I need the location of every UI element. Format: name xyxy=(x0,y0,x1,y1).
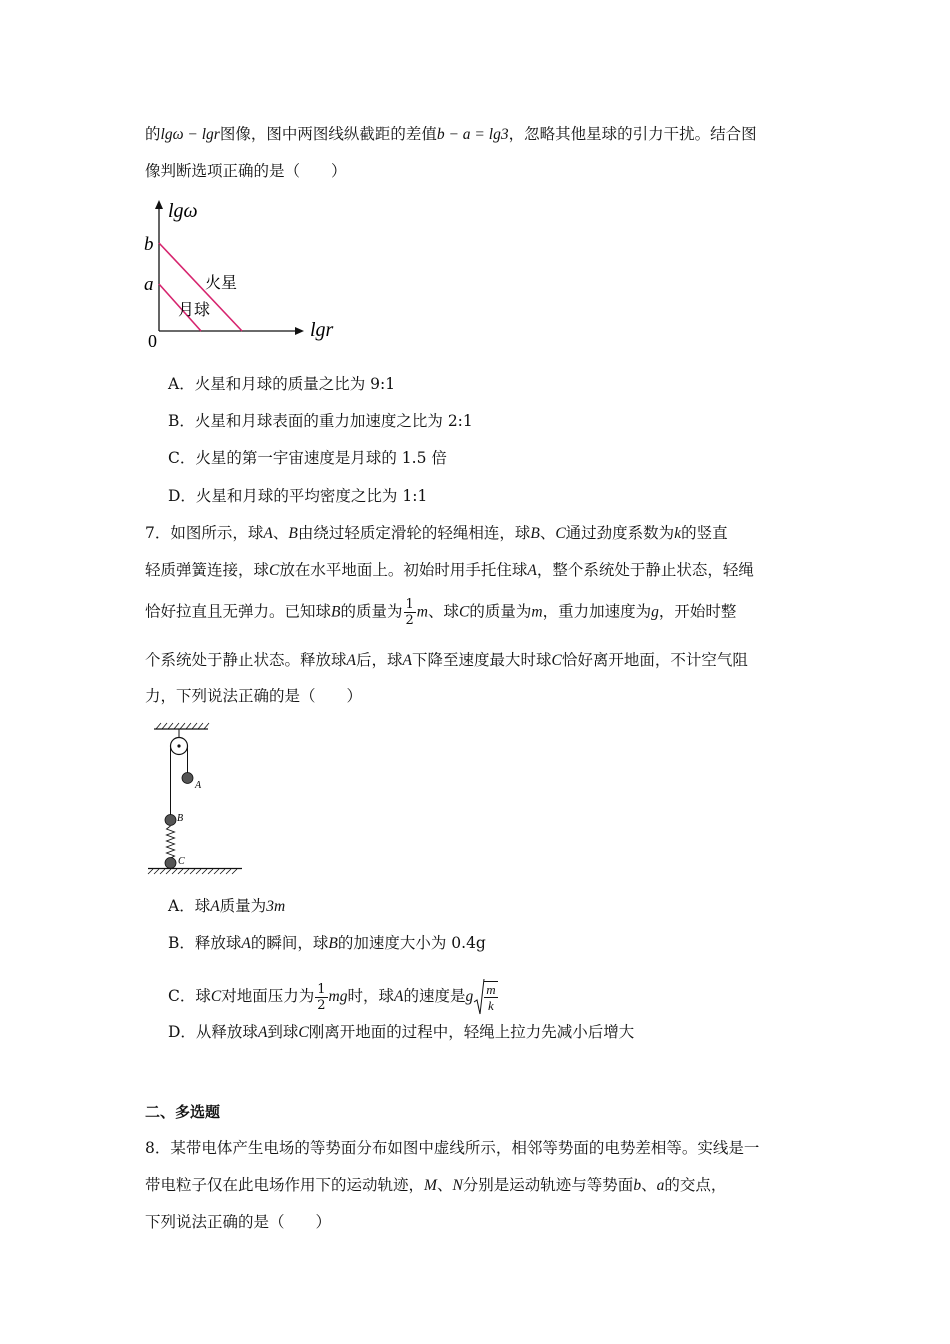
q7-line-2: 轻质弹簧连接，球C放在水平地面上。初始时用手托住球A，整个系统处于静止状态，轻绳 xyxy=(145,561,754,579)
ball-b xyxy=(165,815,176,826)
intercept-a-label: a xyxy=(144,274,154,295)
ball-a xyxy=(182,773,193,784)
q6-option-b[interactable]: B．火星和月球表面的重力加速度之比为 2:1 xyxy=(168,412,473,430)
fraction-half: $\frac{1}{2}$ xyxy=(405,597,414,628)
x-axis-label: lgr xyxy=(310,319,334,341)
sqrt-m-over-k: $\frac{m}{k}$ xyxy=(473,978,498,1016)
q8-line-3: 下列说法正确的是（ ） xyxy=(145,1213,332,1231)
q7-line-5: 力，下列说法正确的是（ ） xyxy=(145,687,363,705)
intercept-b-label: b xyxy=(144,234,154,255)
section-title-multi-choice: 二、多选题 xyxy=(145,1103,221,1121)
q8-line-1: 8．某带电体产生电场的等势面分布如图中虚线所示，相邻等势面的电势差相等。实线是一 xyxy=(145,1139,760,1157)
x-axis-arrow xyxy=(295,327,304,335)
q7-option-c[interactable]: C．球C对地面压力为 $\frac{1}{2}$ mg时，球A的速度是g $\frac{m}{k}$ xyxy=(168,978,499,1016)
spring xyxy=(167,826,175,858)
q7-option-d[interactable]: D．从释放球A到球C刚离开地面的过程中，轻绳上拉力先减小后增大 xyxy=(168,1023,635,1041)
ground-hatch xyxy=(148,869,237,874)
y-axis-label: lgω xyxy=(168,200,198,222)
ball-a-label: A xyxy=(195,780,202,791)
origin-label: 0 xyxy=(148,331,157,351)
q7-line-4: 个系统处于静止状态。释放球A后，球A下降至速度最大时球C恰好离开地面，不计空气阻 xyxy=(145,651,748,669)
q7-option-a[interactable]: A．球A质量为3m xyxy=(168,897,286,915)
q7-option-b[interactable]: B．释放球A的瞬间，球B的加速度大小为 0.4g xyxy=(168,934,486,952)
q8-line-2: 带电粒子仅在此电场作用下的运动轨迹，M、N分别是运动轨迹与等势面b、a的交点， xyxy=(145,1176,727,1194)
q6-option-c[interactable]: C．火星的第一宇宙速度是月球的 1.5 倍 xyxy=(168,449,447,467)
y-axis-arrow xyxy=(155,200,163,209)
q7-line-1: 7．如图所示，球A、B由绕过轻质定滑轮的轻绳相连，球B、C通过劲度系数为k的竖直 xyxy=(145,524,728,542)
q7-line-3: 恰好拉直且无弹力。已知球B的质量为 $\frac{1}{2}$ m、球C的质量为m，重力加速度为g，开始时整 xyxy=(145,597,737,628)
fraction-half-c: $\frac{1}{2}$ xyxy=(317,981,326,1013)
ball-c-label: C xyxy=(178,856,185,867)
q6-line-2: 像判断选项正确的是（ ） xyxy=(145,162,347,180)
mars-line-label: 火星 xyxy=(205,275,238,292)
q7-pulley-figure xyxy=(142,720,252,880)
q6-graph xyxy=(138,196,338,356)
q6-line-1: 的lgω − lgr图像，图中两图线纵截距的差值b − a = lg3，忽略其他星球的引力干扰。结合图 xyxy=(145,125,757,143)
q6-option-d[interactable]: D．火星和月球的平均密度之比为 1:1 xyxy=(168,487,428,505)
q6-option-a[interactable]: A．火星和月球的质量之比为 9:1 xyxy=(168,375,396,393)
ball-c xyxy=(165,858,176,869)
ball-b-label: B xyxy=(177,813,184,824)
moon-line-label: 月球 xyxy=(178,302,211,319)
pulley-axle xyxy=(177,744,180,747)
ceiling-hatch xyxy=(156,723,209,729)
